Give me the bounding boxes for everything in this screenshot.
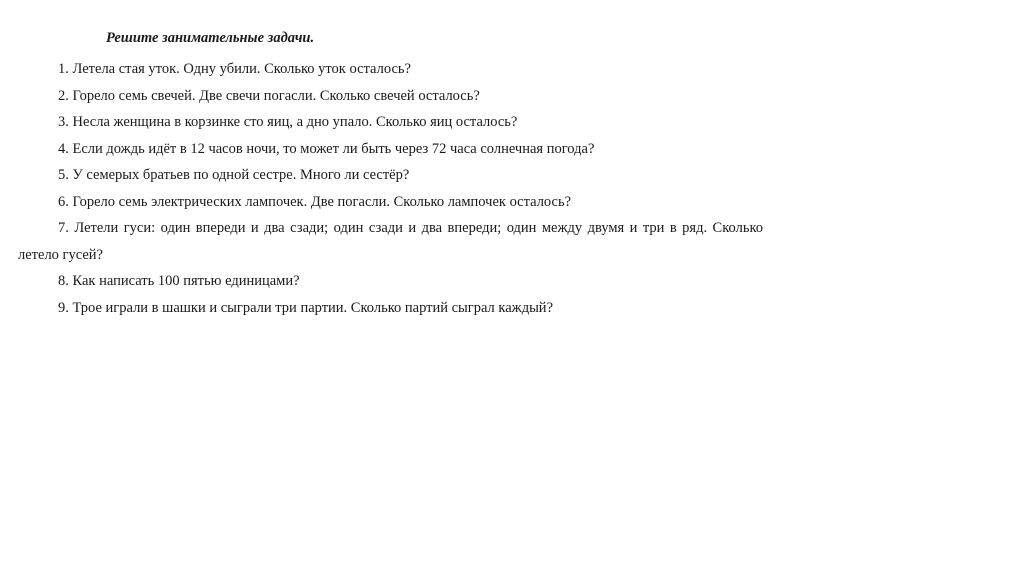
task-number: 5.	[58, 167, 69, 183]
task-text: У семерых братьев по одной сестре. Много ли сестёр?	[72, 167, 410, 183]
task-item	[18, 162, 763, 189]
task-item	[18, 295, 763, 322]
task-number: 7.	[58, 220, 69, 236]
task-item	[18, 136, 763, 163]
task-text: Горело семь электрических лампочек. Две погасли. Сколько лампочек осталось?	[72, 193, 572, 210]
task-number: 3.	[58, 114, 69, 130]
task-text: Летели гуси: один впереди и два сзади; один сзади и два впереди; один между двумя и три в ряд. Сколько летело гусей?	[18, 220, 764, 263]
task-text: Если дождь идёт в 12 часов ночи, то может ли быть через 72 часа солнечная погода?	[72, 140, 595, 157]
task-text: Горело семь свечей. Две свечи погасли. Сколько свечей осталось?	[72, 87, 480, 104]
task-text: Как написать 100 пятью единицами?	[72, 273, 300, 289]
task-item	[18, 189, 763, 216]
task-item	[18, 215, 763, 268]
task-number: 2.	[58, 87, 69, 104]
task-list	[18, 56, 763, 321]
document-title: Решите занимательные задачи.	[106, 30, 315, 46]
task-number: 6.	[58, 193, 69, 210]
task-text: Трое играли в шашки и сыграли три партии. Сколько партий сыграл каждый?	[72, 299, 554, 316]
task-item	[18, 268, 763, 295]
task-text: Несла женщина в корзинке сто яиц, а дно упало. Сколько яиц осталось?	[72, 114, 518, 130]
task-number: 8.	[58, 273, 69, 289]
task-item	[18, 83, 763, 110]
task-number: 4.	[58, 140, 69, 157]
task-text: Летела стая уток. Одну убили. Сколько уток осталось?	[72, 61, 411, 77]
task-item	[18, 109, 763, 136]
task-number: 1.	[58, 61, 69, 77]
task-item	[18, 56, 763, 83]
task-number: 9.	[58, 299, 69, 316]
